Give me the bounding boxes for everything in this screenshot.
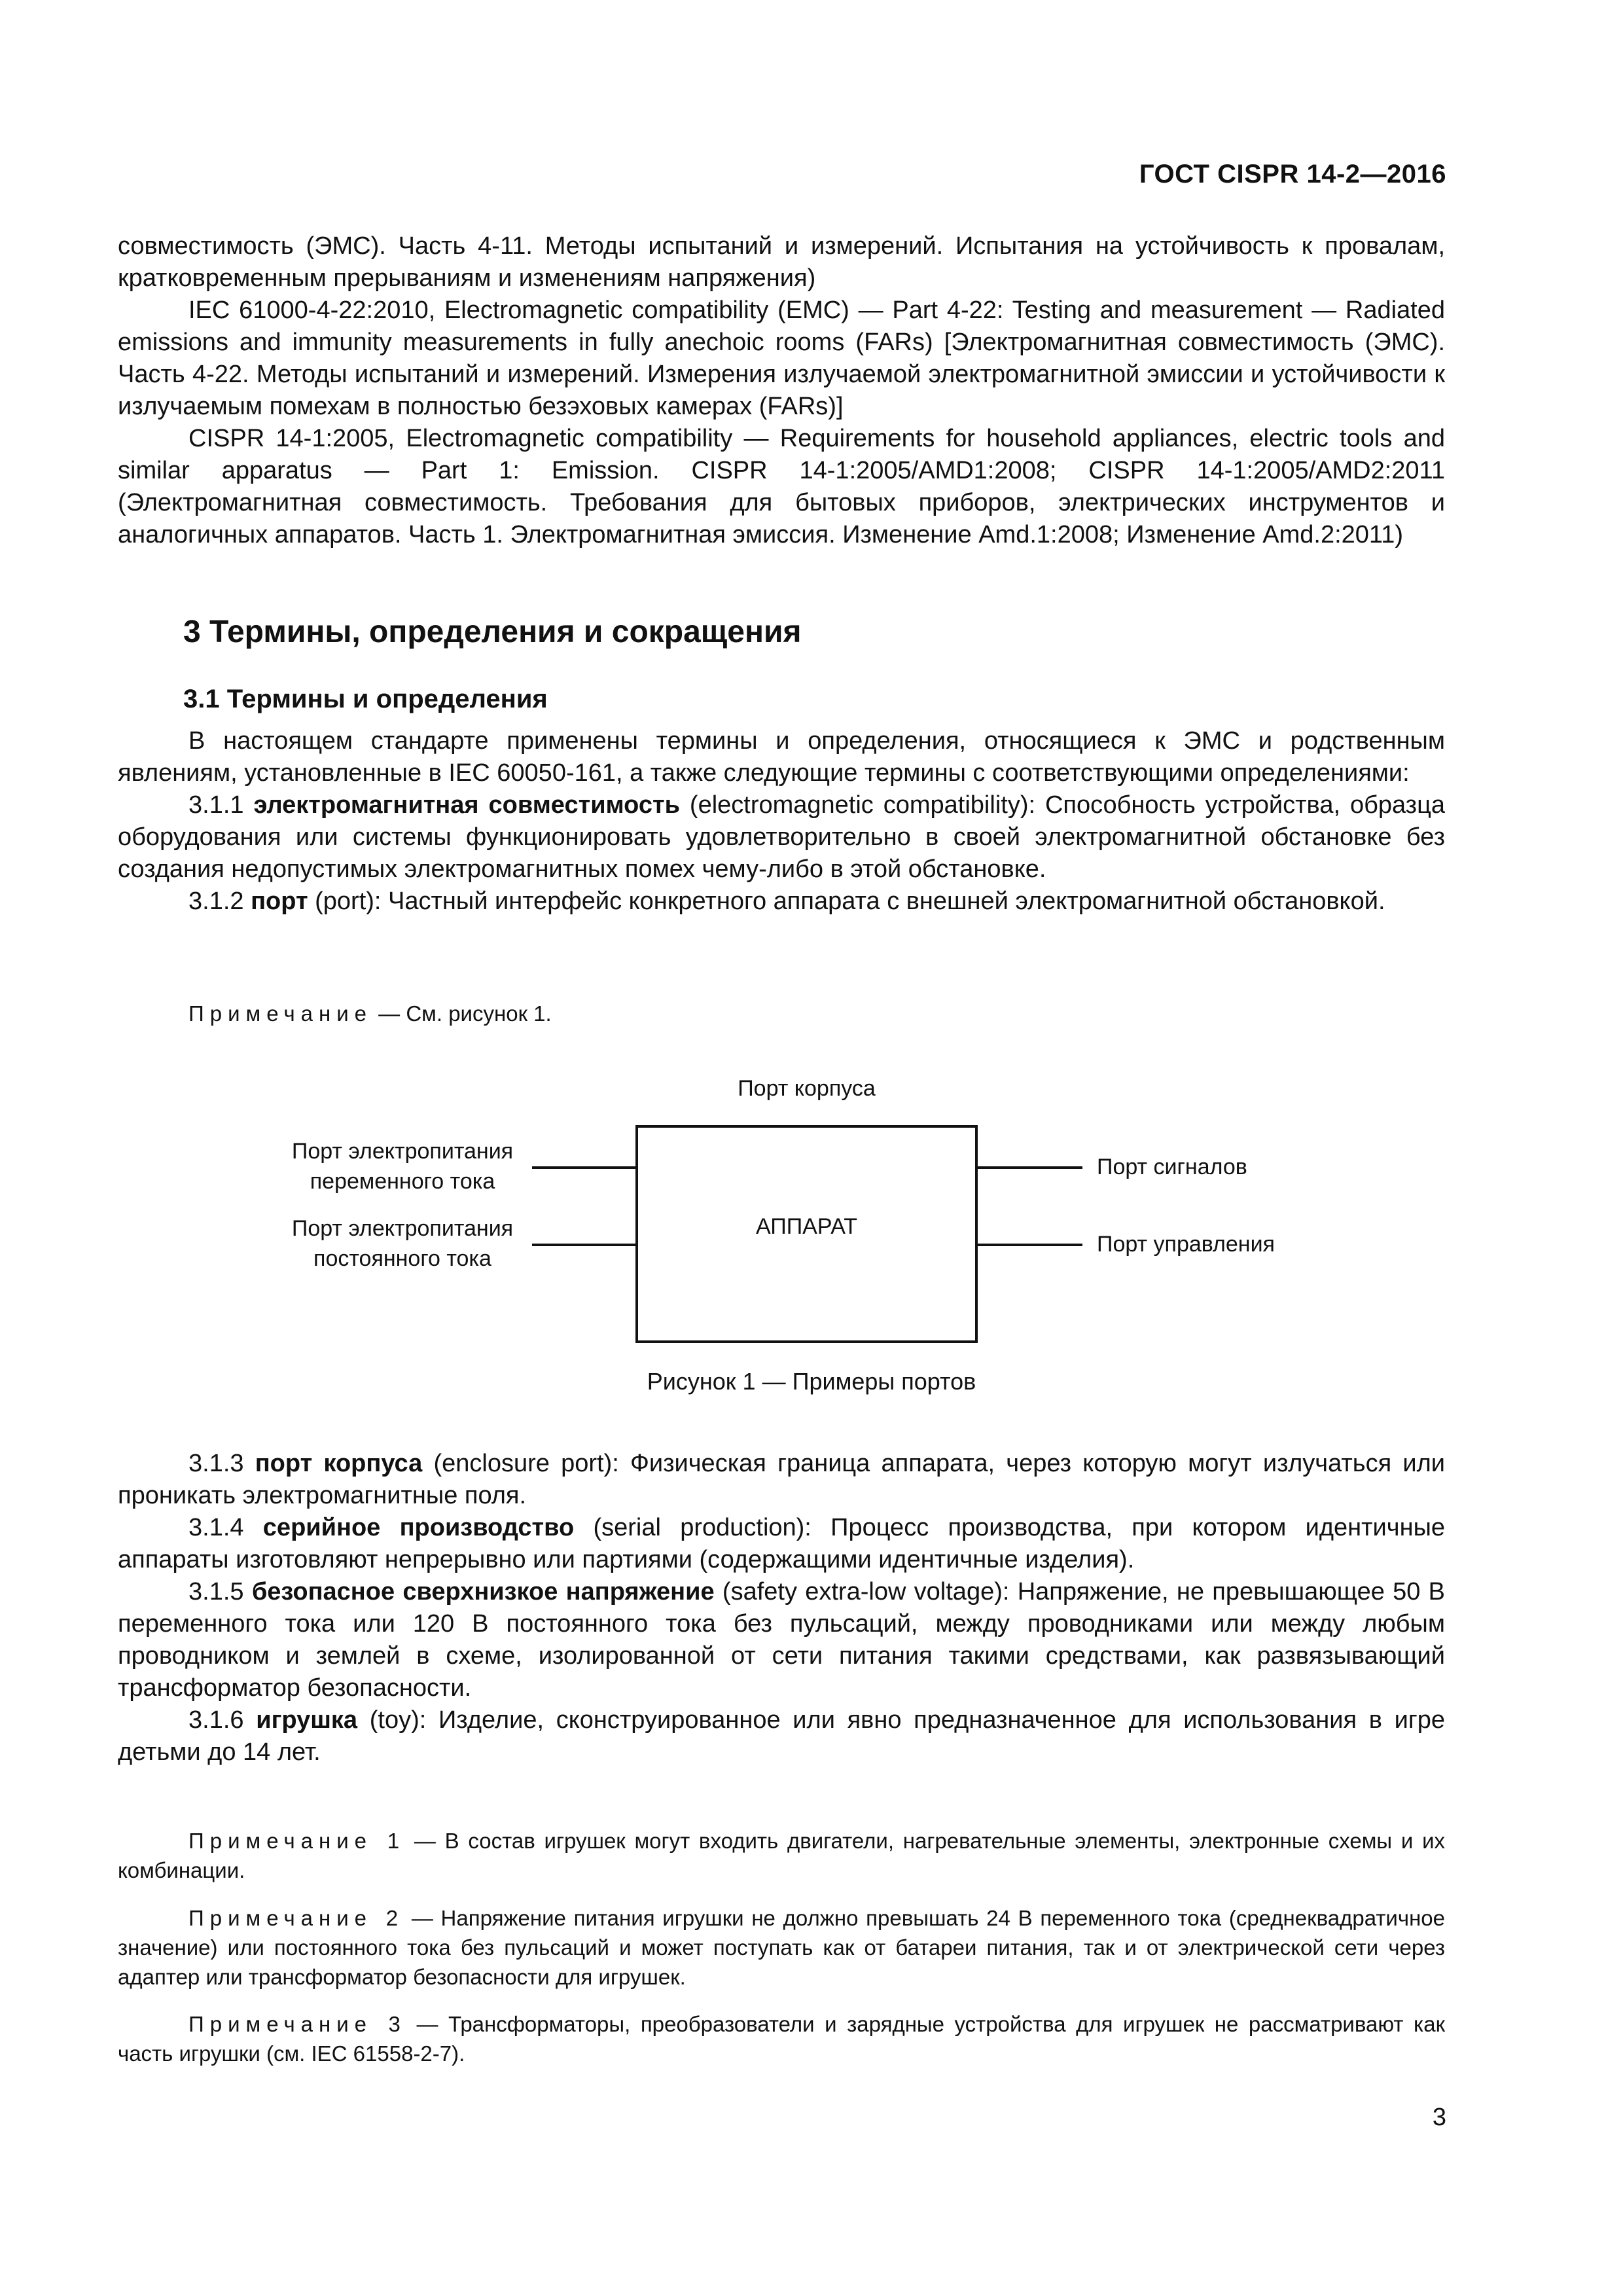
document-code: ГОСТ CISPR 14-2—2016 [1139, 160, 1446, 188]
term-3-1-3: 3.1.3 порт корпуса (enclosure port): Физическая граница аппарата, через которую могут излучаться или проникать электромагнитные поля. [118, 1450, 1445, 1509]
enclosure-port-label: Порт корпуса [738, 1076, 876, 1101]
term-3-1-4: 3.1.4 серийное производство (serial production): Процесс производства, при котором идентичные аппараты изготовляют непрерывно или партиями (содержащими идентичные изделия). [118, 1514, 1446, 1573]
subsection-heading: 3.1 Термины и определения [183, 685, 548, 713]
toy-note-3: Примечание 3 — Трансформаторы, преобразователи и зарядные устройства для игрушек не рассматривают как часть игрушки (см. IEC 61558-2-7). [118, 2012, 1446, 2066]
term-3-1-2: 3.1.2 порт (port): Частный интерфейс конкретного аппарата с внешней электромагнитной обстановкой. [188, 888, 1385, 915]
term-name: электромагнитная совместимость [253, 791, 680, 819]
term-3-1-5: 3.1.5 безопасное сверхнизкое напряжение (safety extra-low voltage): Напряжение, не превышающее 50 В переменного тока или 120 В постоянного тока без пульсаций, между проводниками или между любым проводником и землей в схеме, изолированной от сети питания такими средствами, как развязывающий трансформатор безопасности. [118, 1578, 1446, 1702]
signal-port-connector [978, 1166, 1082, 1169]
references-block [118, 230, 1445, 551]
reference-item: IEC 61000-4-22:2010, Electromagnetic compatibility (EMC) — Part 4-22: Testing and measurement — Radiated emissions and immunity measurements in fully anechoic rooms (FARs) [Электромагнитная совместимость (ЭМС). Часть 4-22. Методы испытаний и измерений. Измерения излучаемой электромагнитной эмиссии и устойчивости к излучаемым помехам в полностью безэховых камерах (FARs)] [118, 296, 1445, 420]
term-name: порт [251, 888, 308, 915]
figure-note: Примечание — См. рисунок 1. [118, 999, 1445, 1028]
page-number: 3 [1432, 2104, 1446, 2131]
intro-paragraph: В настоящем стандарте применены термины и определения, относящиеся к ЭМС и родственным явлениям, установленные в IEC 60050-161, а также следующие термины с соответствующими определениями: [118, 727, 1445, 787]
control-port-connector [978, 1244, 1082, 1246]
signal-port-label: Порт сигналов [1097, 1155, 1247, 1179]
term-3-1-6: 3.1.6 игрушка (toy): Изделие, сконструированное или явно предназначенное для использования в игре детьми до 14 лет. [118, 1706, 1445, 1766]
apparatus-box [635, 1125, 978, 1343]
terms-block-1 [118, 725, 1445, 918]
reference-item: CISPR 14-1:2005, Electromagnetic compatibility — Requirements for household appliances, electric tools and similar apparatus — Part 1: Emission. CISPR 14-1:2005/AMD1:2008; CISPR 14-1:2005/AMD2:2011 (Электромагнитная совместимость. Требования для бытовых приборов, электрических инструментов и аналогичных аппаратов. Часть 1. Электромагнитная эмиссия. Изменение Amd.1:2008; Изменение Amd.2:2011) [118, 425, 1445, 548]
dc-port-connector [532, 1244, 635, 1246]
term-name: игрушка [256, 1706, 358, 1734]
ac-port-connector [532, 1166, 635, 1169]
ac-power-port-label: Порт электропитания переменного тока [291, 1139, 514, 1194]
dc-power-port-label: Порт электропитания постоянного тока [291, 1216, 514, 1271]
section-heading: 3 Термины, определения и сокращения [183, 615, 802, 649]
term-3-1-1: 3.1.1 электромагнитная совместимость (electromagnetic compatibility): Способность устройства, образца оборудования или системы функционировать удовлетворительно в своей электромагнитной обстановке без создания недопустимых электромагнитных помех чему-либо в этой обстановке. [118, 791, 1445, 883]
control-port-label: Порт управления [1097, 1232, 1275, 1257]
reference-item: совместимость (ЭМС). Часть 4-11. Методы испытаний и измерений. Испытания на устойчивость к провалам, кратковременным прерываниям и изменениям напряжения) [118, 232, 1445, 292]
terms-block-2 [118, 1448, 1445, 1768]
toy-note-1: Примечание 1 — В состав игрушек могут входить двигатели, нагревательные элементы, электронные схемы и их комбинации. [118, 1829, 1446, 1882]
figure-caption: Рисунок 1 — Примеры портов [647, 1368, 976, 1395]
term-name: серийное производство [262, 1514, 575, 1541]
term-name: безопасное сверхнизкое напряжение [251, 1578, 715, 1605]
toy-note-2: Примечание 2 — Напряжение питания игрушки не должно превышать 24 В переменного тока (среднеквадратичное значение) или постоянного тока без пульсаций и может поступать как от батареи питания, так и от электрической сети через адаптер или трансформатор безопасности для игрушек. [118, 1906, 1445, 1989]
note-label: Примечание [188, 1001, 373, 1026]
note-label: Примечание 3 [188, 2012, 406, 2036]
note-label: Примечание 2 [188, 1906, 404, 1930]
apparatus-label: АППАРАТ [755, 1214, 858, 1239]
note-label: Примечание 1 [188, 1829, 406, 1853]
term-name: порт корпуса [255, 1450, 423, 1477]
